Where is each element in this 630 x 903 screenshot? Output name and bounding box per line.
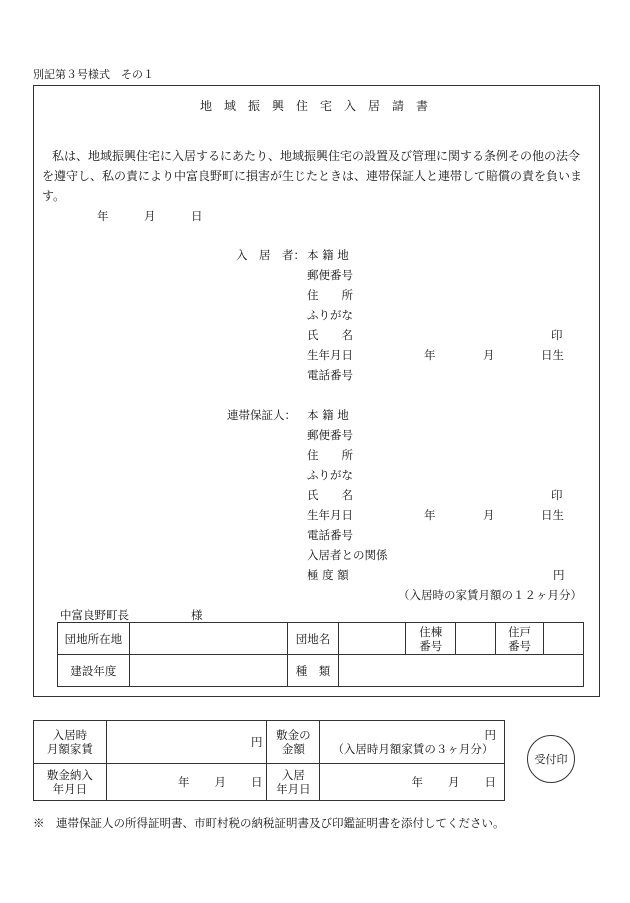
move-in-label: 入居 年月日 [267,764,320,801]
tenant-field-label: 氏 名 [307,328,353,342]
deposit-field[interactable] [320,721,505,764]
unit-no-field[interactable] [544,623,584,655]
document-title: 地 域 振 興 住 宅 入 居 請 書 [200,99,429,113]
guarantor-field-label: 郵便番号 [307,428,353,442]
guarantor-field-label: 生年月日 [307,508,353,522]
guarantor-birth-day: 日生 [541,508,564,522]
tenant-field-label: 生年月日 [307,348,353,362]
addressee-honorific: 様 [191,608,203,622]
estate-location-label: 団地所在地 [58,623,130,655]
pledge-paragraph: 私は、地域振興住宅に入居するにあたり、地域振興住宅の設置及び管理に関する条例その他の法令を遵守し、私の責により中富良野町に損害が生じたときは、連帯保証人と連帯して賠償の責を負います。 [42,149,583,203]
date-day: 日 [191,209,203,223]
limit-note: （入居時の家賃月額の１２ヶ月分） [398,588,582,602]
tenant-field-label: ふりがな [307,308,353,322]
addressee-name: 中富良野町長 [60,608,129,622]
date-month: 月 [144,209,156,223]
reception-stamp-circle [527,735,575,783]
tenant-field-label: 住 所 [307,288,353,302]
rent-deposit-table [33,720,505,801]
deposit-paid-label: 敷金納入 年月日 [34,764,107,801]
move-in-date-field[interactable]: 年 月 日 [320,764,505,801]
reception-stamp-label: 受付印 [534,753,568,766]
estate-location-field[interactable] [129,623,287,655]
guarantor-seal-mark: 印 [551,488,563,502]
guarantor-field-label: 住 所 [307,448,353,462]
rent-label: 入居時 月額家賃 [34,721,107,764]
guarantor-field-label: 電話番号 [307,528,353,542]
guarantor-field-label: 本 籍 地 [307,408,349,422]
building-no-field[interactable] [456,623,496,655]
date-year: 年 [97,209,109,223]
guarantor-field-label: 氏 名 [307,488,353,502]
guarantor-field-label: ふりがな [307,468,353,482]
tenant-birth-year: 年 [424,348,436,362]
form-number-label: 別記第３号様式 その１ [33,68,154,81]
year-built-label: 建設年度 [58,655,130,687]
year-built-field[interactable] [129,655,287,687]
estate-name-field[interactable] [339,623,406,655]
guarantor-birth-month: 月 [483,508,495,522]
deposit-label: 敷金の 金額 [267,721,320,764]
tenant-seal-mark: 印 [551,328,563,342]
guarantor-field-label: 入居者との関係 [307,548,388,562]
building-no-label: 住棟 番号 [406,623,456,655]
tenant-field-label: 郵便番号 [307,268,353,282]
type-field[interactable] [339,655,584,687]
deposit-paid-date-field[interactable]: 年 月 日 [106,764,267,801]
guarantor-birth-year: 年 [424,508,436,522]
limit-yen-unit: 円 [553,568,565,582]
type-label: 種 類 [287,655,339,687]
estate-info-table [57,622,584,687]
attachment-footnote: ※ 連帯保証人の所得証明書、市町村税の納税証明書及び印鑑証明書を添付してください。 [33,816,505,830]
deposit-yen: 円 [484,728,496,742]
tenant-field-label: 電話番号 [307,368,353,382]
tenant-field-label: 本 籍 地 [307,248,349,262]
tenant-birth-month: 月 [483,348,495,362]
rent-field[interactable]: 円 [106,721,267,764]
guarantor-field-label: 極 度 額 [307,568,349,582]
estate-name-label: 団地名 [287,623,339,655]
deposit-note: （入居時月額家賃の３ヶ月分） [332,742,494,756]
guarantor-heading: 連帯保証人： [227,408,296,422]
tenant-birth-day: 日生 [541,348,564,362]
tenant-heading: 入 居 者： [236,248,305,262]
unit-no-label: 住戸 番号 [496,623,544,655]
